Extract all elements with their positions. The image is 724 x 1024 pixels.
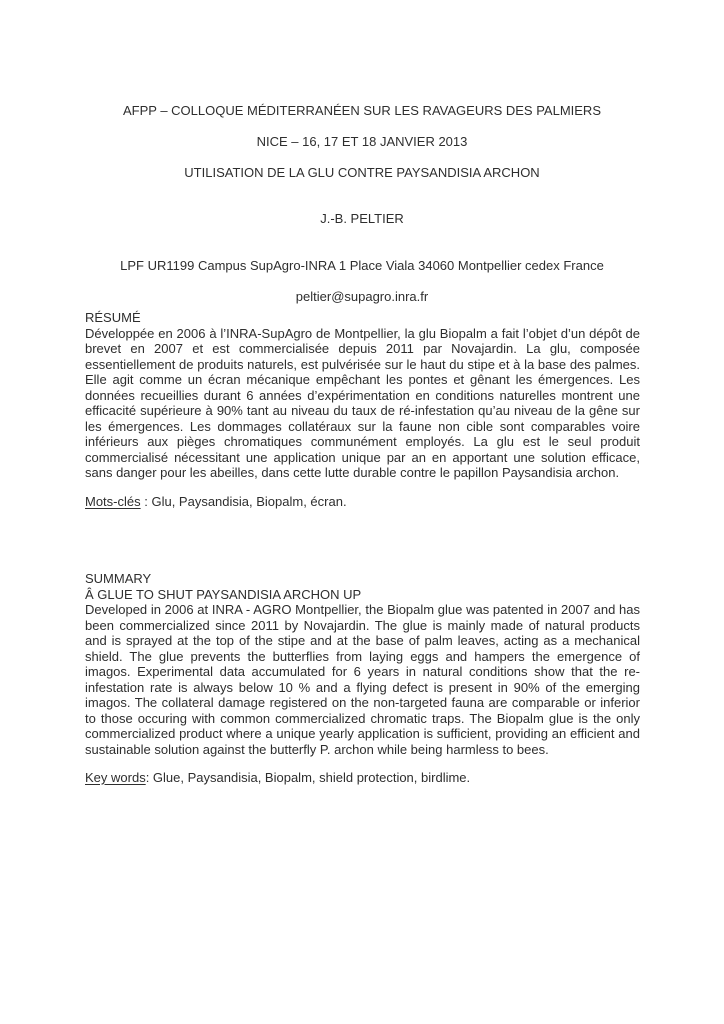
conference-header-line1: AFPP – COLLOQUE MÉDITERRANÉEN SUR LES RAVAGEURS DES PALMIERS — [123, 102, 601, 118]
summary-keywords-line — [85, 770, 640, 786]
summary-heading: SUMMARY — [85, 571, 152, 586]
resume-keywords-line — [85, 494, 640, 510]
author-name: J.-B. PELTIER — [320, 211, 404, 226]
summary-keywords-label: Key words — [85, 770, 146, 785]
resume-keywords-label: Mots-clés — [85, 493, 141, 509]
conference-header — [0, 87, 724, 165]
affiliation — [0, 242, 724, 320]
summary-keywords-list: : Glue, Paysandisia, Biopalm, shield protection, birdlime. — [145, 770, 471, 785]
resume-body: Développée en 2006 à l’INRA-SupAgro de Montpellier, la glu Biopalm a fait l’objet d’un dépôt de brevet en 2007 et est commercialisée depuis 2011 par Novajardin. La glu, composée essentiellement de produits naturels, est pulvérisée sur le haut du stipe et à la base des palmes. Elle agit comme un écran mécanique empêchant les pontes et gênant les émergences. Les données recueillies durant 6 années d’expérimentation en conditions naturelles montrent une efficacité supérieure à 90% tant au niveau du taux de ré-infestation qu’au niveau de la gêne sur les émergences. Les dommages collatéraux sur la faune non cible sont comparables voire inférieurs aux pièges chromatiques communément employés. La glu est le seul produit commercialisé nécessitant une application unique par an en apportant une solution efficace, sans danger pour les abeilles, dans cette lutte durable contre le papillon Paysandisia archon. — [85, 325, 640, 480]
resume-heading: RÉSUMÉ — [85, 310, 141, 325]
resume-keywords-list: : Glu, Paysandisia, Biopalm, écran. — [140, 493, 347, 509]
summary-section — [85, 571, 640, 786]
affiliation-address: LPF UR1199 Campus SupAgro-INRA 1 Place Viala 34060 Montpellier cedex France — [120, 257, 604, 273]
summary-body: Developed in 2006 at INRA - AGRO Montpellier, the Biopalm glue was patented in 2007 and has been commercialized since 2011 by Novajardin. The glue is mainly made of natural products and is sprayed at the top of the stipe and at the base of palm leaves, acting as a mechanical shield. The glue prevents the butterflies from laying eggs and hampers the emergence of imagos. Experimental data accumulated for 6 years in natural conditions show that the re-infestation rate is always below 10 % and a flying defect is present in 90% of the emerging imagos. The collateral damage registered on the non-targeted fauna are comparable or inferior to those occuring with common commercialized chromatic traps. The Biopalm glue is the only commercialized product where a unique yearly application is sufficient, providing an efficient and sustainable solution against the butterfly P. archon while being harmless to bees. — [85, 602, 640, 757]
conference-header-line2: NICE – 16, 17 ET 18 JANVIER 2013 — [256, 133, 468, 149]
summary-subtitle: Â GLUE TO SHUT PAYSANDISIA ARCHON UP — [85, 586, 362, 602]
resume-section — [85, 310, 640, 509]
affiliation-email: peltier@supagro.inra.fr — [295, 288, 429, 304]
paper-title: UTILISATION DE LA GLU CONTRE PAYSANDISIA ARCHON — [184, 165, 540, 180]
